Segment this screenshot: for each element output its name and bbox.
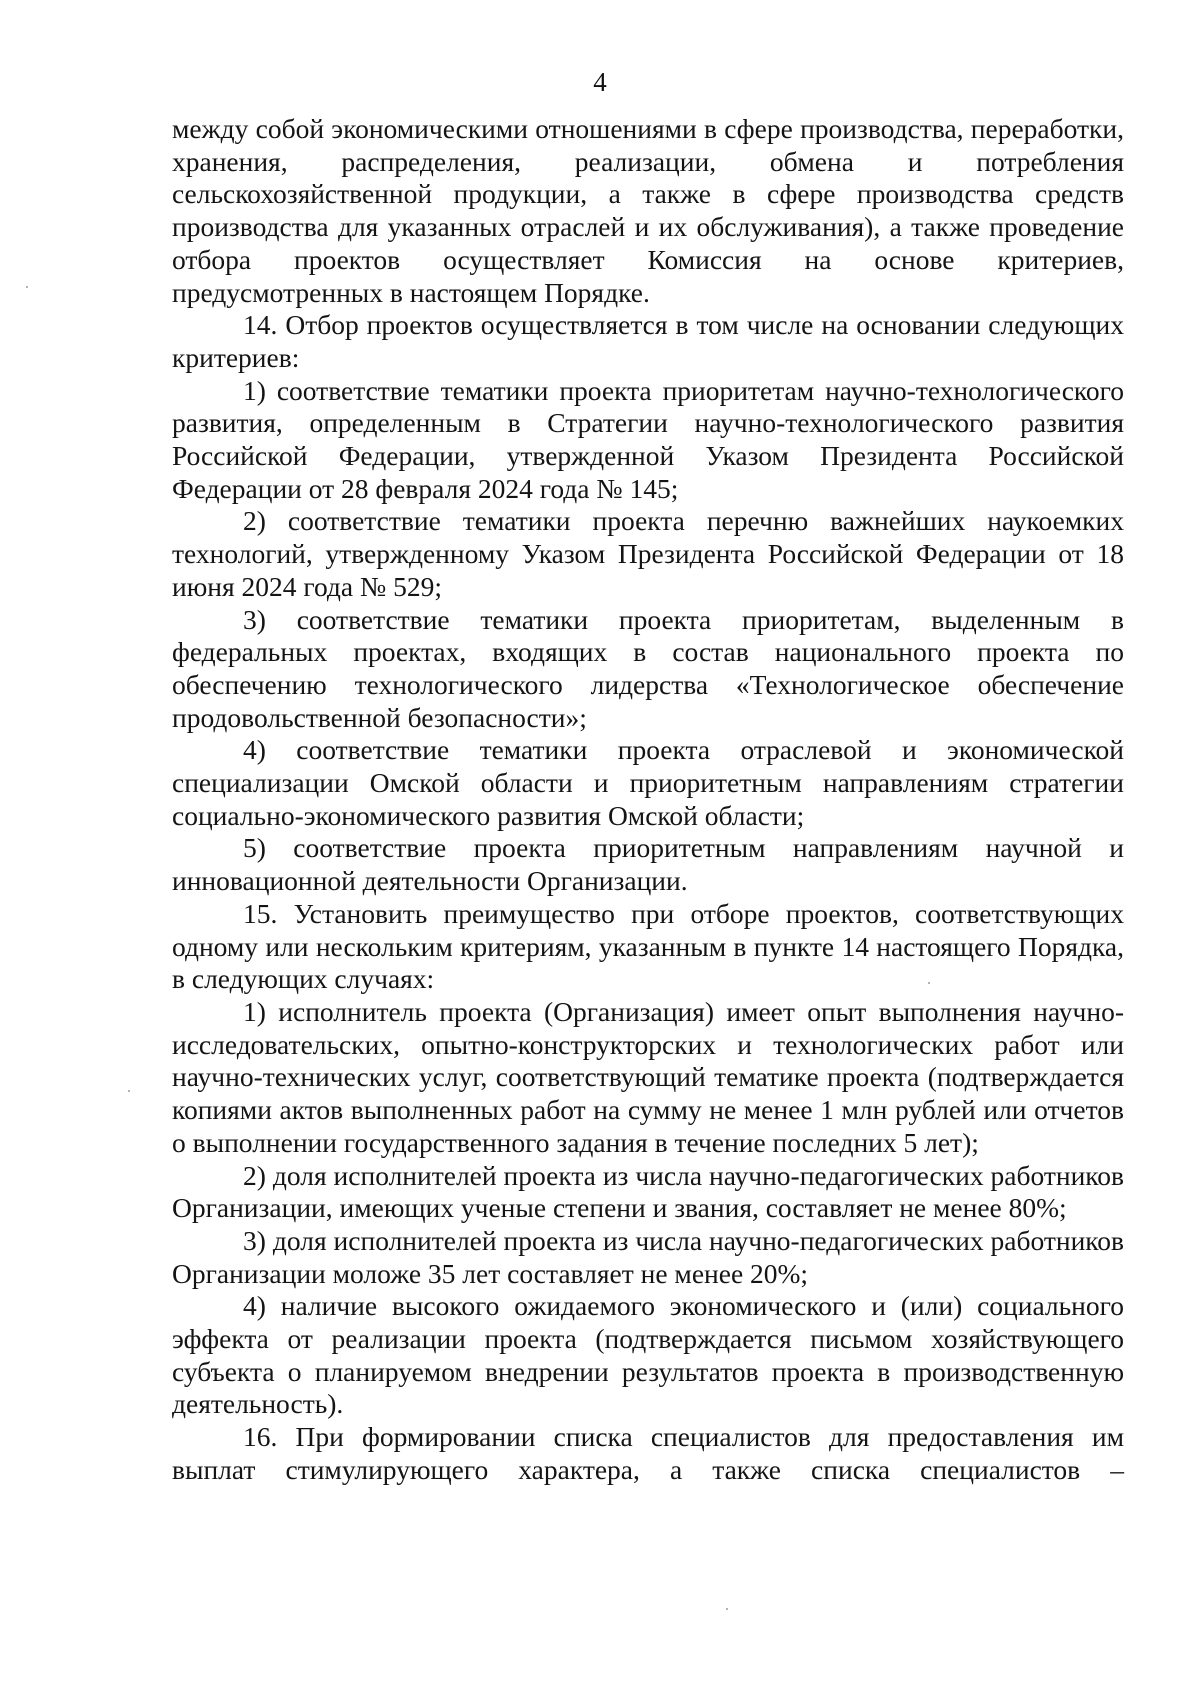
scan-speck bbox=[928, 982, 930, 984]
paragraph-criterion-3: 3) соответствие тематики проекта приоритетам, выделенным в федеральных проектах, входящих в состав национального проекта по обеспечению технологического лидерства «Технологическое обеспечение продовольственной безопасности»; bbox=[172, 603, 1124, 733]
paragraph-advantage-1: 1) исполнитель проекта (Организация) имеет опыт выполнения научно-исследовательских, опытно-конструкторских и технологических работ или научно-технических услуг, соответствующий тематике проекта (подтверждается копиями актов выполненных работ на сумму не менее 1 млн рублей или отчетов о выполнении государственного задания в течение последних 5 лет); bbox=[172, 995, 1124, 1158]
paragraph-criterion-4: 4) соответствие тематики проекта отраслевой и экономической специализации Омской области и приоритетным направлениям стратегии социально-экономического развития Омской области; bbox=[172, 734, 1124, 831]
paragraph-advantage-3: 3) доля исполнителей проекта из числа научно-педагогических работников Организации моложе 35 лет составляет не менее 20%; bbox=[172, 1224, 1124, 1289]
scan-speck bbox=[128, 1090, 130, 1092]
paragraph-criterion-2: 2) соответствие тематики проекта перечню важнейших наукоемких технологий, утвержденному Указом Президента Российской Федерации от 18 июня 2024 года № 529; bbox=[172, 505, 1124, 602]
page-number: 4 bbox=[593, 67, 607, 97]
paragraph-item-16: 16. При формировании списка специалистов для предоставления им выплат стимулирующего характера, а также списка специалистов – bbox=[172, 1421, 1124, 1485]
document-body bbox=[172, 113, 1124, 1487]
paragraph-item-14: 14. Отбор проектов осуществляется в том числе на основании следующих критериев: bbox=[172, 309, 1124, 373]
paragraph-advantage-2: 2) доля исполнителей проекта из числа научно-педагогических работников Организации, имеющих ученые степени и звания, составляет не менее 80%; bbox=[172, 1159, 1124, 1224]
paragraph-item-15: 15. Установить преимущество при отборе проектов, соответствующих одному или нескольким критериям, указанным в пункте 14 настоящего Порядка, в следующих случаях: bbox=[172, 897, 1124, 995]
scan-speck bbox=[726, 1608, 728, 1610]
scan-speck bbox=[26, 286, 28, 288]
paragraph-continuation: между собой экономическими отношениями в сфере производства, переработки, хранения, распределения, реализации, обмена и потребления сельскохозяйственной продукции, а также в сфере производства средств производства для указанных отраслей и их обслуживания), а также проведение отбора проектов осуществляет Комиссия на основе критериев, предусмотренных в настоящем Порядке. bbox=[172, 113, 1124, 308]
paragraph-advantage-4: 4) наличие высокого ожидаемого экономического и (или) социального эффекта от реализации проекта (подтверждается письмом хозяйствующего субъекта о планируемом внедрении результатов проекта в производственную деятельность). bbox=[172, 1290, 1124, 1420]
paragraph-criterion-5: 5) соответствие проекта приоритетным направлениям научной и инновационной деятельности Организации. bbox=[172, 832, 1124, 897]
paragraph-criterion-1: 1) соответствие тематики проекта приоритетам научно-технологического развития, определенным в Стратегии научно-технологического развития Российской Федерации, утвержденной Указом Президента Российской Федерации от 28 февраля 2024 года № 145; bbox=[172, 374, 1124, 504]
